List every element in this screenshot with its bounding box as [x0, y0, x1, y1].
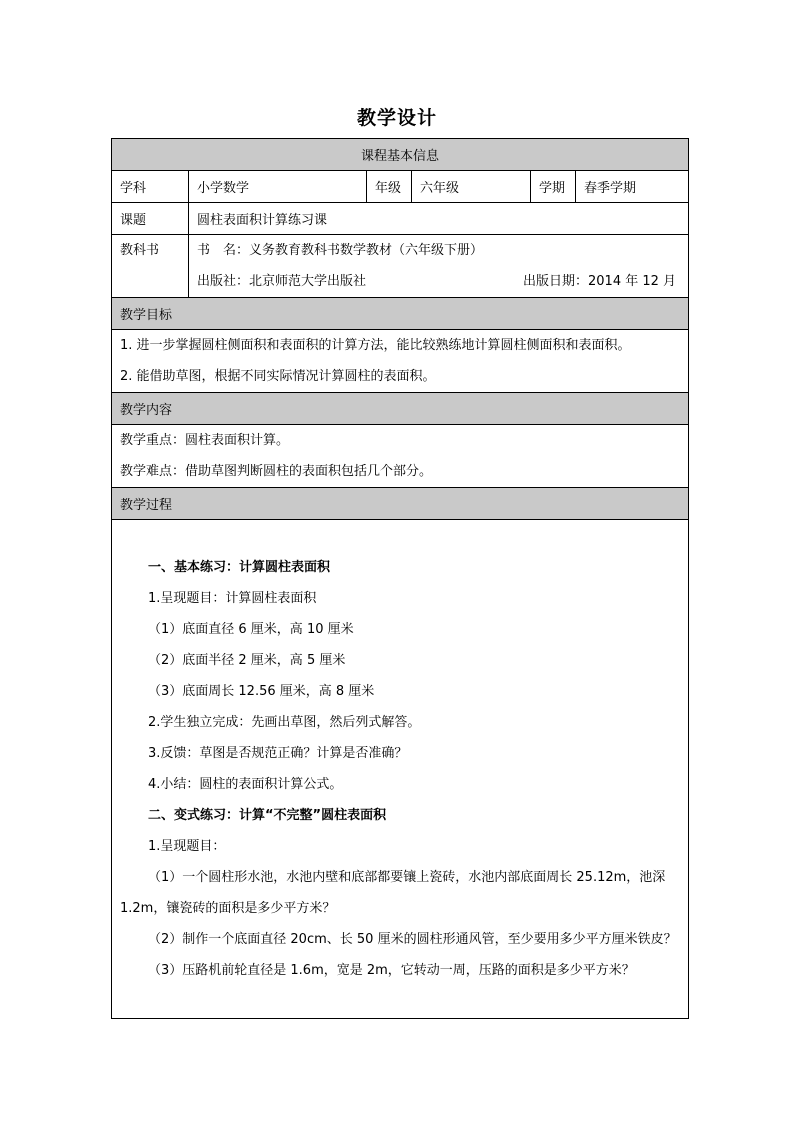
process-row — [112, 520, 689, 1019]
grade-value: 六年级 — [412, 171, 531, 203]
process-header-row — [112, 488, 689, 520]
goal-item: 2. 能借助草图，根据不同实际情况计算圆柱的表面积。 — [120, 369, 436, 384]
publish-date: 出版日期：2014 年 12 月 — [523, 274, 677, 289]
textbook-info — [189, 235, 689, 298]
process-step: （3）底面周长 12.56 厘米，高 8 厘米 — [148, 684, 375, 699]
content-header: 教学内容 — [112, 393, 689, 425]
topic-row — [112, 203, 689, 235]
process-step: 4.小结：圆柱的表面积计算公式。 — [148, 777, 343, 792]
goals-cell — [112, 330, 689, 393]
process-cell — [112, 520, 689, 1019]
textbook-row — [112, 235, 689, 298]
key-point: 教学重点：圆柱表面积计算。 — [120, 433, 290, 448]
term-value: 春季学期 — [576, 171, 689, 203]
term-label: 学期 — [531, 171, 576, 203]
basic-info-header: 课程基本信息 — [112, 139, 689, 171]
process-step: 3.反馈：草图是否规范正确？计算是否准确？ — [148, 746, 408, 761]
process-step: 1.呈现题目：计算圆柱表面积 — [148, 591, 317, 606]
textbook-label: 教科书 — [120, 243, 160, 258]
exercise-item: （3）压路机前轮直径是 1.6m，宽是 2m，它转动一周，压路的面积是多少平方米？ — [148, 963, 635, 978]
lesson-plan-table — [111, 138, 689, 1019]
process-step: （2）底面半径 2 厘米，高 5 厘米 — [148, 653, 346, 668]
content-cell — [112, 425, 689, 488]
content-header-row — [112, 393, 689, 425]
topic-label: 课题 — [112, 203, 189, 235]
document-title: 教学设计 — [356, 107, 437, 129]
basic-info-header-row — [112, 139, 689, 171]
publisher-line — [197, 266, 680, 297]
book-name: 书 名：义务教育教科书数学教材（六年级下册） — [197, 243, 484, 258]
exercise-item: （1）一个圆柱形水池，水池内壁和底部都要镶上瓷砖，水池内部底面周长 25.12m，池深 1.2m，镶瓷砖的面积是多少平方米？ — [120, 870, 666, 916]
textbook-label-cell — [112, 235, 189, 298]
grade-label: 年级 — [367, 171, 412, 203]
process-step: （1）底面直径 6 厘米，高 10 厘米 — [148, 622, 354, 637]
part1-title: 一、基本练习：计算圆柱表面积 — [148, 560, 331, 575]
subject-value: 小学数学 — [189, 171, 367, 203]
goals-row — [112, 330, 689, 393]
process-step: 2.学生独立完成：先画出草图，然后列式解答。 — [148, 715, 421, 730]
part2-title: 二、变式练习：计算“不完整”圆柱表面积 — [148, 808, 387, 823]
exercise-item: （2）制作一个底面直径 20cm、长 50 厘米的圆柱形通风管，至少要用多少平方厘米铁皮？ — [148, 932, 677, 947]
subject-label: 学科 — [112, 171, 189, 203]
goal-item: 1. 进一步掌握圆柱侧面积和表面积的计算方法，能比较熟练地计算圆柱侧面积和表面积。 — [120, 338, 631, 353]
difficulty: 教学难点：借助草图判断圆柱的表面积包括几个部分。 — [120, 464, 433, 479]
process-header: 教学过程 — [112, 488, 689, 520]
publisher: 出版社：北京师范大学出版社 — [197, 274, 367, 289]
goals-header: 教学目标 — [112, 298, 689, 330]
process-step: 1.呈现题目： — [148, 839, 226, 854]
goals-header-row — [112, 298, 689, 330]
content-row — [112, 425, 689, 488]
subject-row — [112, 171, 689, 203]
topic-value: 圆柱表面积计算练习课 — [189, 203, 689, 235]
